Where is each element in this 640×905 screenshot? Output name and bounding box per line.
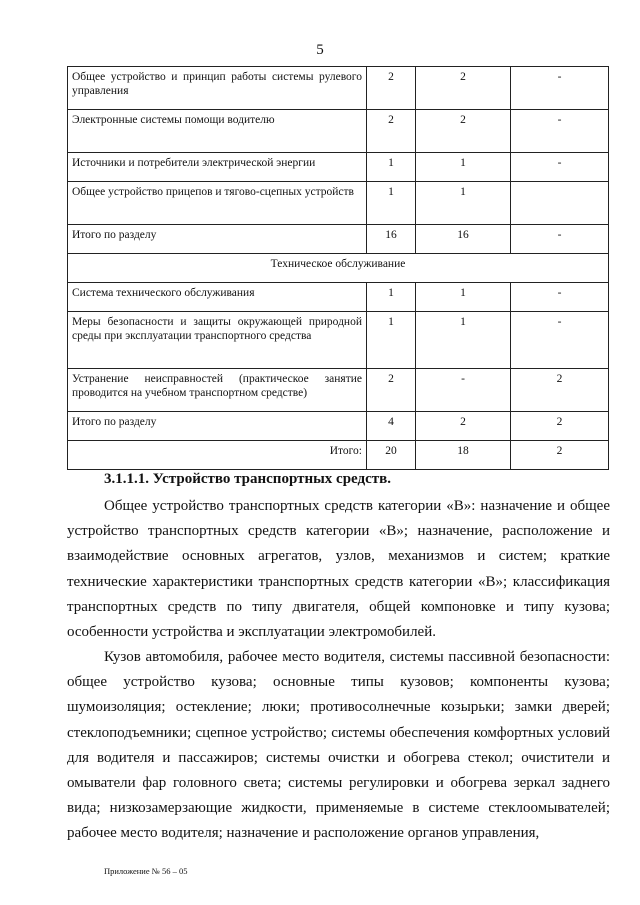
footer-note: Приложение № 56 – 05	[104, 866, 188, 876]
row-total: 1	[367, 153, 416, 182]
row-practice	[511, 182, 609, 225]
table-row	[68, 225, 609, 254]
row-name: Итого по разделу	[68, 412, 367, 441]
row-theory: 1	[416, 283, 511, 312]
row-name: Устранение неисправностей (практическое занятие проводится на учебном транспортном средстве)	[68, 369, 367, 412]
row-theory: 2	[416, 412, 511, 441]
row-practice: -	[511, 312, 609, 369]
section-title: Техническое обслуживание	[68, 254, 609, 283]
row-name: Общее устройство прицепов и тягово-сцепных устройств	[68, 182, 367, 225]
table-row	[68, 283, 609, 312]
row-theory: 1	[416, 312, 511, 369]
row-theory: 1	[416, 182, 511, 225]
table-row	[68, 153, 609, 182]
curriculum-table	[67, 66, 609, 470]
row-name: Электронные системы помощи водителю	[68, 110, 367, 153]
row-total: 16	[367, 225, 416, 254]
table-row	[68, 312, 609, 369]
grand-total-theory: 18	[416, 441, 511, 470]
section-heading: 3.1.1.1. Устройство транспортных средств.	[104, 471, 391, 487]
paragraph: Общее устройство транспортных средств категории «В»: назначение и общее устройство транспортных средств категории «В»; назначение, расположение и взаимодействие основных агрегатов, узлов, механизмов и систем; краткие технические характеристики транспортных средств категории «В»; классификация транспортных средств по типу двигателя, общей компоновке и типу кузова; особенности устройства и эксплуатации электромобилей.	[67, 498, 610, 641]
row-practice: -	[511, 283, 609, 312]
row-practice: 2	[511, 369, 609, 412]
page-number: 5	[316, 42, 324, 58]
grand-total-label: Итого:	[68, 441, 367, 470]
row-practice: -	[511, 110, 609, 153]
table-row	[68, 369, 609, 412]
row-theory: 2	[416, 110, 511, 153]
row-name: Итого по разделу	[68, 225, 367, 254]
row-practice: 2	[511, 412, 609, 441]
row-total: 1	[367, 182, 416, 225]
row-practice: -	[511, 225, 609, 254]
row-practice: -	[511, 67, 609, 110]
row-name: Источники и потребители электрической энергии	[68, 153, 367, 182]
row-practice: -	[511, 153, 609, 182]
section-row	[68, 254, 609, 283]
table-row	[68, 110, 609, 153]
table-row	[68, 412, 609, 441]
row-total: 2	[367, 369, 416, 412]
row-total: 4	[367, 412, 416, 441]
grand-total-row	[68, 441, 609, 470]
row-name: Система технического обслуживания	[68, 283, 367, 312]
row-total: 1	[367, 283, 416, 312]
table-row	[68, 67, 609, 110]
row-theory: 1	[416, 153, 511, 182]
row-theory: 16	[416, 225, 511, 254]
row-name: Общее устройство и принцип работы системы рулевого управления	[68, 67, 367, 110]
row-theory: 2	[416, 67, 511, 110]
paragraph: Кузов автомобиля, рабочее место водителя, системы пассивной безопасности: общее устройство кузова; основные типы кузовов; компоненты кузова; шумоизоляция; остекление; люки; противосолнечные козырьки; замки дверей; стеклоподъемники; сцепное устройство; системы обеспечения комфортных условий для водителя и пассажиров; системы очистки и обогрева стекол; очистители и омыватели фар головного света; системы регулировки и обогрева зеркал заднего вида; низкозамерзающие жидкости, применяемые в системе стеклоомывателей; рабочее место водителя; назначение и расположение органов управления,	[67, 649, 610, 842]
row-total: 1	[367, 312, 416, 369]
row-name: Меры безопасности и защиты окружающей природной среды при эксплуатации транспортного средства	[68, 312, 367, 369]
grand-total-total: 20	[367, 441, 416, 470]
row-theory: -	[416, 369, 511, 412]
grand-total-practice: 2	[511, 441, 609, 470]
row-total: 2	[367, 67, 416, 110]
table-row	[68, 182, 609, 225]
row-total: 2	[367, 110, 416, 153]
